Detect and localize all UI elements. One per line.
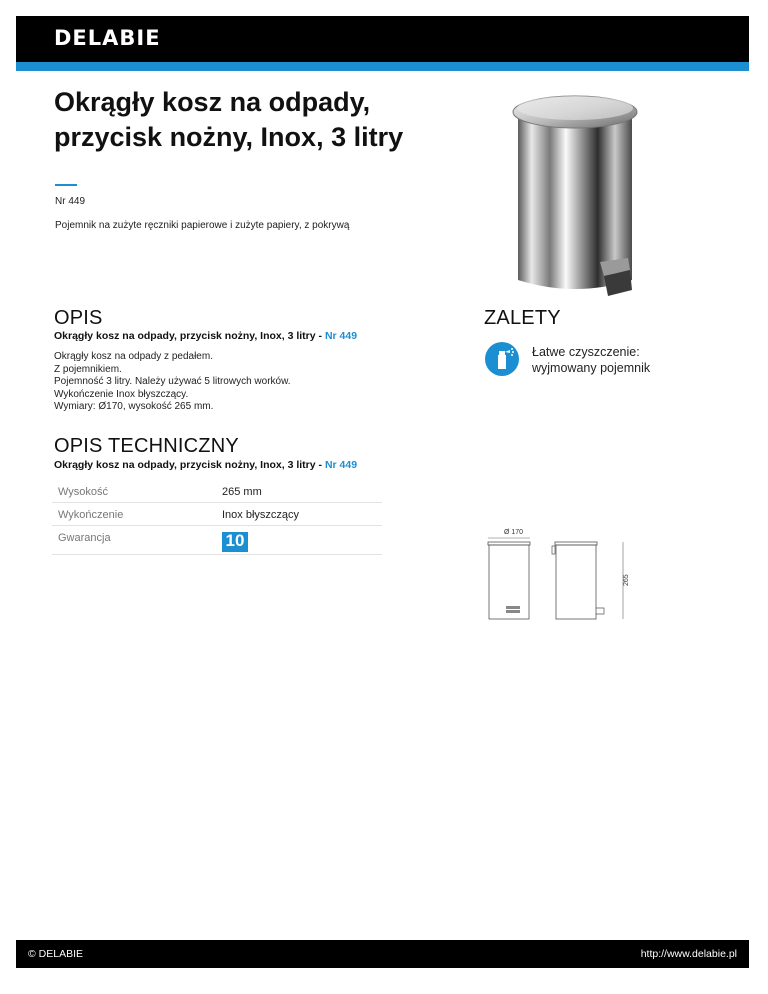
footer-website-link[interactable]: http://www.delabie.pl bbox=[640, 948, 737, 960]
footer-bar bbox=[16, 940, 749, 968]
opis-description bbox=[54, 351, 291, 414]
title-underline bbox=[55, 184, 77, 186]
spec-row-warranty bbox=[52, 526, 382, 555]
spec-label: Wykończenie bbox=[58, 509, 124, 521]
height-label: 265 bbox=[623, 574, 630, 586]
description-line: Pojemność 3 litry. Należy używać 5 litrowych worków. bbox=[54, 376, 291, 388]
advantage-line: wyjmowany pojemnik bbox=[532, 361, 651, 375]
spec-label: Wysokość bbox=[58, 486, 109, 498]
zalety-heading: ZALETY bbox=[484, 307, 561, 329]
spec-value: 265 mm bbox=[222, 486, 262, 498]
spec-row-height bbox=[52, 480, 382, 503]
tech-subheading-name: Okrągły kosz na odpady, przycisk nożny, Inox, 3 litry bbox=[54, 459, 316, 471]
warranty-years: 10 bbox=[225, 531, 245, 550]
tech-subheading bbox=[54, 459, 357, 471]
product-image bbox=[500, 84, 650, 304]
opis-subheading-separator: - bbox=[315, 330, 325, 342]
description-line: Z pojemnikiem. bbox=[54, 363, 122, 375]
diameter-label: Ø 170 bbox=[504, 529, 524, 536]
description-line: Wykończenie Inox błyszczący. bbox=[54, 388, 189, 400]
opis-subheading bbox=[54, 330, 357, 342]
tech-subheading-separator: - bbox=[315, 459, 325, 471]
cleaning-spray-icon bbox=[484, 341, 520, 377]
advantage-text bbox=[532, 344, 650, 376]
spec-row-finish bbox=[52, 503, 382, 526]
opis-subheading-name: Okrągły kosz na odpady, przycisk nożny, Inox, 3 litry bbox=[54, 330, 316, 342]
spec-value: Inox błyszczący bbox=[222, 509, 300, 521]
warranty-badge-icon bbox=[222, 528, 248, 552]
opis-subheading-ref: Nr 449 bbox=[324, 330, 358, 342]
description-line: Okrągły kosz na odpady z pedałem. bbox=[54, 351, 213, 362]
tech-subheading-ref: Nr 449 bbox=[324, 459, 358, 471]
product-reference: Nr 449 bbox=[55, 196, 86, 207]
header-accent-stripe bbox=[16, 62, 749, 71]
description-line: Wymiary: Ø170, wysokość 265 mm. bbox=[54, 401, 214, 413]
opis-heading: OPIS bbox=[54, 307, 103, 329]
tech-heading: OPIS TECHNICZNY bbox=[54, 435, 239, 457]
spec-table bbox=[52, 480, 382, 555]
technical-drawing bbox=[482, 524, 632, 624]
spec-label: Gwarancja bbox=[58, 532, 111, 544]
product-title: Okrągły kosz na odpady, przycisk nożny, Inox, 3 litry bbox=[54, 87, 404, 152]
header-bar bbox=[16, 16, 749, 62]
advantage-line: Łatwe czyszczenie: bbox=[532, 345, 640, 359]
footer-copyright: © DELABIE bbox=[28, 948, 84, 960]
product-subtitle: Pojemnik na zużyte ręczniki papierowe i zużyte papiery, z pokrywą bbox=[55, 220, 350, 231]
brand-logo[interactable]: DELABIE bbox=[54, 26, 161, 50]
